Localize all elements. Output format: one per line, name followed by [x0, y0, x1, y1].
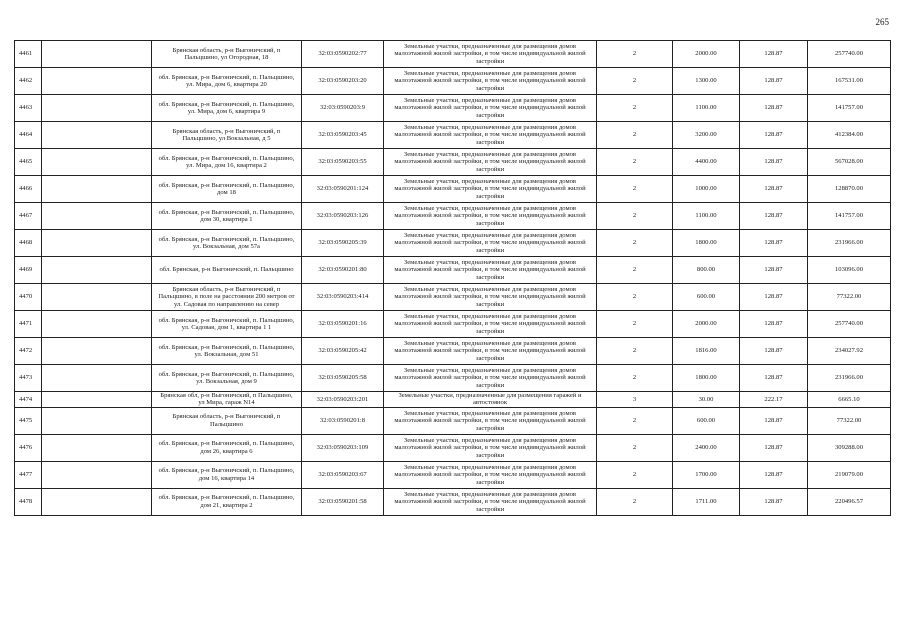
table-row [15, 122, 891, 149]
use-group-cell: 2 [597, 365, 673, 392]
use-group-cell: 3 [597, 392, 673, 408]
table-row [15, 365, 891, 392]
table-row [15, 41, 891, 68]
table-row [15, 461, 891, 488]
blank-cell [42, 68, 152, 95]
row-number-cell: 4475 [15, 407, 42, 434]
specific-value-cell: 128.87 [740, 338, 808, 365]
area-cell: 1100.00 [673, 203, 740, 230]
area-cell: 2400.00 [673, 434, 740, 461]
address-cell: обл. Брянская, р-н Выгоничский, п. Пальцшино, ул. Мира, дом 6, квартира 20 [152, 68, 302, 95]
area-cell: 600.00 [673, 407, 740, 434]
cadastral-register-table [14, 40, 891, 516]
cadastral-number-cell: 32:03:0590203:9 [302, 95, 384, 122]
land-use-cell: Земельные участки, предназначенные для размещения гаражей и автостоянок [384, 392, 597, 408]
table-body [15, 41, 891, 516]
blank-cell [42, 95, 152, 122]
address-cell: обл. Брянская, р-н Выгоничский, п. Пальцшино, дом 30, квартира 1 [152, 203, 302, 230]
specific-value-cell: 128.87 [740, 311, 808, 338]
area-cell: 1700.00 [673, 461, 740, 488]
blank-cell [42, 392, 152, 408]
use-group-cell: 2 [597, 203, 673, 230]
cadastral-value-cell: 128870.00 [808, 176, 891, 203]
table-row [15, 95, 891, 122]
table-row [15, 392, 891, 408]
cadastral-value-cell: 167531.00 [808, 68, 891, 95]
cadastral-value-cell: 567028.00 [808, 149, 891, 176]
use-group-cell: 2 [597, 68, 673, 95]
use-group-cell: 2 [597, 230, 673, 257]
specific-value-cell: 128.87 [740, 149, 808, 176]
cadastral-number-cell: 32:03:0590203:67 [302, 461, 384, 488]
address-cell: Брянская обл, р-н Выгоничский, п Пальцшино, ул Мира, гараж N14 [152, 392, 302, 408]
blank-cell [42, 122, 152, 149]
blank-cell [42, 176, 152, 203]
address-cell: обл. Брянская, р-н Выгоничский, п. Пальцшино, ул. Садовая, дом 1, квартира 1 1 [152, 311, 302, 338]
land-use-cell: Земельные участки, предназначенные для размещения домов малоэтажной жилой застройки, в том числе индивидуальной жилой застройки [384, 488, 597, 515]
specific-value-cell: 128.87 [740, 95, 808, 122]
table-row [15, 407, 891, 434]
specific-value-cell: 128.87 [740, 434, 808, 461]
land-use-cell: Земельные участки, предназначенные для размещения домов малоэтажной жилой застройки, в том числе индивидуальной жилой застройки [384, 365, 597, 392]
land-use-cell: Земельные участки, предназначенные для размещения домов малоэтажной жилой застройки, в том числе индивидуальной жилой застройки [384, 257, 597, 284]
cadastral-value-cell: 234027.92 [808, 338, 891, 365]
table-row [15, 230, 891, 257]
row-number-cell: 4467 [15, 203, 42, 230]
cadastral-value-cell: 141757.00 [808, 203, 891, 230]
row-number-cell: 4473 [15, 365, 42, 392]
area-cell: 600.00 [673, 284, 740, 311]
row-number-cell: 4469 [15, 257, 42, 284]
cadastral-number-cell: 32:03:0590201:80 [302, 257, 384, 284]
land-use-cell: Земельные участки, предназначенные для размещения домов малоэтажной жилой застройки, в том числе индивидуальной жилой застройки [384, 461, 597, 488]
row-number-cell: 4464 [15, 122, 42, 149]
land-use-cell: Земельные участки, предназначенные для размещения домов малоэтажной жилой застройки, в том числе индивидуальной жилой застройки [384, 68, 597, 95]
land-use-cell: Земельные участки, предназначенные для размещения домов малоэтажной жилой застройки, в том числе индивидуальной жилой застройки [384, 122, 597, 149]
specific-value-cell: 128.87 [740, 68, 808, 95]
area-cell: 1300.00 [673, 68, 740, 95]
area-cell: 4400.00 [673, 149, 740, 176]
row-number-cell: 4468 [15, 230, 42, 257]
cadastral-number-cell: 32:03:0590203:20 [302, 68, 384, 95]
area-cell: 2000.00 [673, 41, 740, 68]
table-row [15, 176, 891, 203]
blank-cell [42, 488, 152, 515]
cadastral-number-cell: 32:03:0590201:58 [302, 488, 384, 515]
specific-value-cell: 128.87 [740, 203, 808, 230]
address-cell: обл. Брянская, р-н Выгоничский, п. Пальцшино, ул. Мира, дом 16, квартира 2 [152, 149, 302, 176]
address-cell: обл. Брянская, р-н Выгоничский, п. Пальцшино, дом 21, квартира 2 [152, 488, 302, 515]
land-use-cell: Земельные участки, предназначенные для размещения домов малоэтажной жилой застройки, в том числе индивидуальной жилой застройки [384, 434, 597, 461]
use-group-cell: 2 [597, 122, 673, 149]
page-number: 265 [875, 17, 889, 27]
blank-cell [42, 257, 152, 284]
row-number-cell: 4471 [15, 311, 42, 338]
address-cell: обл. Брянская, р-н Выгоничский, п. Пальцшино, ул. Вокзальная, дом 51 [152, 338, 302, 365]
land-use-cell: Земельные участки, предназначенные для размещения домов малоэтажной жилой застройки, в том числе индивидуальной жилой застройки [384, 311, 597, 338]
land-use-cell: Земельные участки, предназначенные для размещения домов малоэтажной жилой застройки, в том числе индивидуальной жилой застройки [384, 338, 597, 365]
cadastral-value-cell: 412384.00 [808, 122, 891, 149]
address-cell: обл. Брянская, р-н Выгоничский, п. Пальцшино, ул. Вокзальная, дом 9 [152, 365, 302, 392]
area-cell: 1800.00 [673, 230, 740, 257]
area-cell: 1000.00 [673, 176, 740, 203]
use-group-cell: 2 [597, 257, 673, 284]
cadastral-number-cell: 32:03:0590203:414 [302, 284, 384, 311]
table-row [15, 338, 891, 365]
use-group-cell: 2 [597, 338, 673, 365]
specific-value-cell: 128.87 [740, 488, 808, 515]
specific-value-cell: 128.87 [740, 41, 808, 68]
row-number-cell: 4478 [15, 488, 42, 515]
specific-value-cell: 128.87 [740, 257, 808, 284]
row-number-cell: 4465 [15, 149, 42, 176]
blank-cell [42, 41, 152, 68]
land-use-cell: Земельные участки, предназначенные для размещения домов малоэтажной жилой застройки, в том числе индивидуальной жилой застройки [384, 284, 597, 311]
blank-cell [42, 284, 152, 311]
land-use-cell: Земельные участки, предназначенные для размещения домов малоэтажной жилой застройки, в том числе индивидуальной жилой застройки [384, 407, 597, 434]
blank-cell [42, 407, 152, 434]
specific-value-cell: 128.87 [740, 230, 808, 257]
cadastral-number-cell: 32:03:0590203:109 [302, 434, 384, 461]
row-number-cell: 4472 [15, 338, 42, 365]
cadastral-number-cell: 32:03:0590205:39 [302, 230, 384, 257]
row-number-cell: 4466 [15, 176, 42, 203]
land-use-cell: Земельные участки, предназначенные для размещения домов малоэтажной жилой застройки, в том числе индивидуальной жилой застройки [384, 149, 597, 176]
row-number-cell: 4463 [15, 95, 42, 122]
specific-value-cell: 128.87 [740, 284, 808, 311]
cadastral-number-cell: 32:03:0590205:42 [302, 338, 384, 365]
land-use-cell: Земельные участки, предназначенные для размещения домов малоэтажной жилой застройки, в том числе индивидуальной жилой застройки [384, 95, 597, 122]
address-cell: Брянская область, р-н Выгоничский, п Пальцшино, ул Огородная, 18 [152, 41, 302, 68]
table-row [15, 68, 891, 95]
specific-value-cell: 128.87 [740, 407, 808, 434]
address-cell: обл. Брянская, р-н Выгоничский, п. Пальцшино, дом 16, квартира 14 [152, 461, 302, 488]
cadastral-value-cell: 141757.00 [808, 95, 891, 122]
address-cell: обл. Брянская, р-н Выгоничский, п. Пальцшино, ул. Мира, дом 6, квартира 9 [152, 95, 302, 122]
address-cell: Брянская область, р-н Выгоничский, п Пальцшино, в поле на расстоянии 200 метров от ул. Садовая по направлению на север [152, 284, 302, 311]
table-row [15, 284, 891, 311]
blank-cell [42, 230, 152, 257]
cadastral-value-cell: 103096.00 [808, 257, 891, 284]
specific-value-cell: 128.87 [740, 176, 808, 203]
row-number-cell: 4474 [15, 392, 42, 408]
cadastral-value-cell: 77322.00 [808, 407, 891, 434]
table-row [15, 257, 891, 284]
address-cell: обл. Брянская, р-н Выгоничский, п. Пальцшино, ул. Вокзальная, дом 57а [152, 230, 302, 257]
blank-cell [42, 203, 152, 230]
address-cell: обл. Брянская, р-н Выгоничский, п. Пальцшино [152, 257, 302, 284]
area-cell: 1816.00 [673, 338, 740, 365]
blank-cell [42, 434, 152, 461]
use-group-cell: 2 [597, 176, 673, 203]
table-row [15, 311, 891, 338]
cadastral-value-cell: 6665.10 [808, 392, 891, 408]
blank-cell [42, 461, 152, 488]
row-number-cell: 4461 [15, 41, 42, 68]
address-cell: Брянская область, р-н Выгоничский, п Пальцшино, ул Вокзальная, д 5 [152, 122, 302, 149]
table-row [15, 203, 891, 230]
blank-cell [42, 311, 152, 338]
area-cell: 1800.00 [673, 365, 740, 392]
use-group-cell: 2 [597, 488, 673, 515]
cadastral-number-cell: 32:03:0590203:45 [302, 122, 384, 149]
area-cell: 1711.00 [673, 488, 740, 515]
row-number-cell: 4476 [15, 434, 42, 461]
specific-value-cell: 222.17 [740, 392, 808, 408]
use-group-cell: 2 [597, 461, 673, 488]
blank-cell [42, 149, 152, 176]
area-cell: 3200.00 [673, 122, 740, 149]
row-number-cell: 4477 [15, 461, 42, 488]
specific-value-cell: 128.87 [740, 365, 808, 392]
cadastral-value-cell: 219079.00 [808, 461, 891, 488]
land-use-cell: Земельные участки, предназначенные для размещения домов малоэтажной жилой застройки, в том числе индивидуальной жилой застройки [384, 41, 597, 68]
use-group-cell: 2 [597, 284, 673, 311]
cadastral-value-cell: 77322.00 [808, 284, 891, 311]
area-cell: 800.00 [673, 257, 740, 284]
cadastral-value-cell: 231966.00 [808, 230, 891, 257]
specific-value-cell: 128.87 [740, 122, 808, 149]
land-use-cell: Земельные участки, предназначенные для размещения домов малоэтажной жилой застройки, в том числе индивидуальной жилой застройки [384, 203, 597, 230]
cadastral-value-cell: 220496.57 [808, 488, 891, 515]
cadastral-value-cell: 231966.00 [808, 365, 891, 392]
cadastral-number-cell: 32:03:0590201:124 [302, 176, 384, 203]
table-row [15, 434, 891, 461]
use-group-cell: 2 [597, 149, 673, 176]
use-group-cell: 2 [597, 95, 673, 122]
area-cell: 30.00 [673, 392, 740, 408]
address-cell: обл. Брянская, р-н Выгоничский, п. Пальцшино, дом 26, квартира 6 [152, 434, 302, 461]
cadastral-value-cell: 309288.00 [808, 434, 891, 461]
cadastral-number-cell: 32:03:0590203:55 [302, 149, 384, 176]
blank-cell [42, 338, 152, 365]
cadastral-number-cell: 32:03:0590201:16 [302, 311, 384, 338]
cadastral-number-cell: 32:03:0590203:126 [302, 203, 384, 230]
specific-value-cell: 128.87 [740, 461, 808, 488]
area-cell: 1100.00 [673, 95, 740, 122]
use-group-cell: 2 [597, 407, 673, 434]
blank-cell [42, 365, 152, 392]
use-group-cell: 2 [597, 434, 673, 461]
table-row [15, 488, 891, 515]
address-cell: обл. Брянская, р-н Выгоничский, п. Пальцшино, дом 18 [152, 176, 302, 203]
cadastral-value-cell: 257740.00 [808, 41, 891, 68]
cadastral-value-cell: 257740.00 [808, 311, 891, 338]
use-group-cell: 2 [597, 311, 673, 338]
row-number-cell: 4462 [15, 68, 42, 95]
use-group-cell: 2 [597, 41, 673, 68]
land-use-cell: Земельные участки, предназначенные для размещения домов малоэтажной жилой застройки, в том числе индивидуальной жилой застройки [384, 176, 597, 203]
address-cell: Брянская область, р-н Выгоничский, п Пальцшино [152, 407, 302, 434]
row-number-cell: 4470 [15, 284, 42, 311]
table-row [15, 149, 891, 176]
land-use-cell: Земельные участки, предназначенные для размещения домов малоэтажной жилой застройки, в том числе индивидуальной жилой застройки [384, 230, 597, 257]
cadastral-number-cell: 32:03:0590205:58 [302, 365, 384, 392]
cadastral-number-cell: 32:03:0590201:8 [302, 407, 384, 434]
cadastral-number-cell: 32:03:0590203:201 [302, 392, 384, 408]
area-cell: 2000.00 [673, 311, 740, 338]
cadastral-number-cell: 32:03:0590202:77 [302, 41, 384, 68]
